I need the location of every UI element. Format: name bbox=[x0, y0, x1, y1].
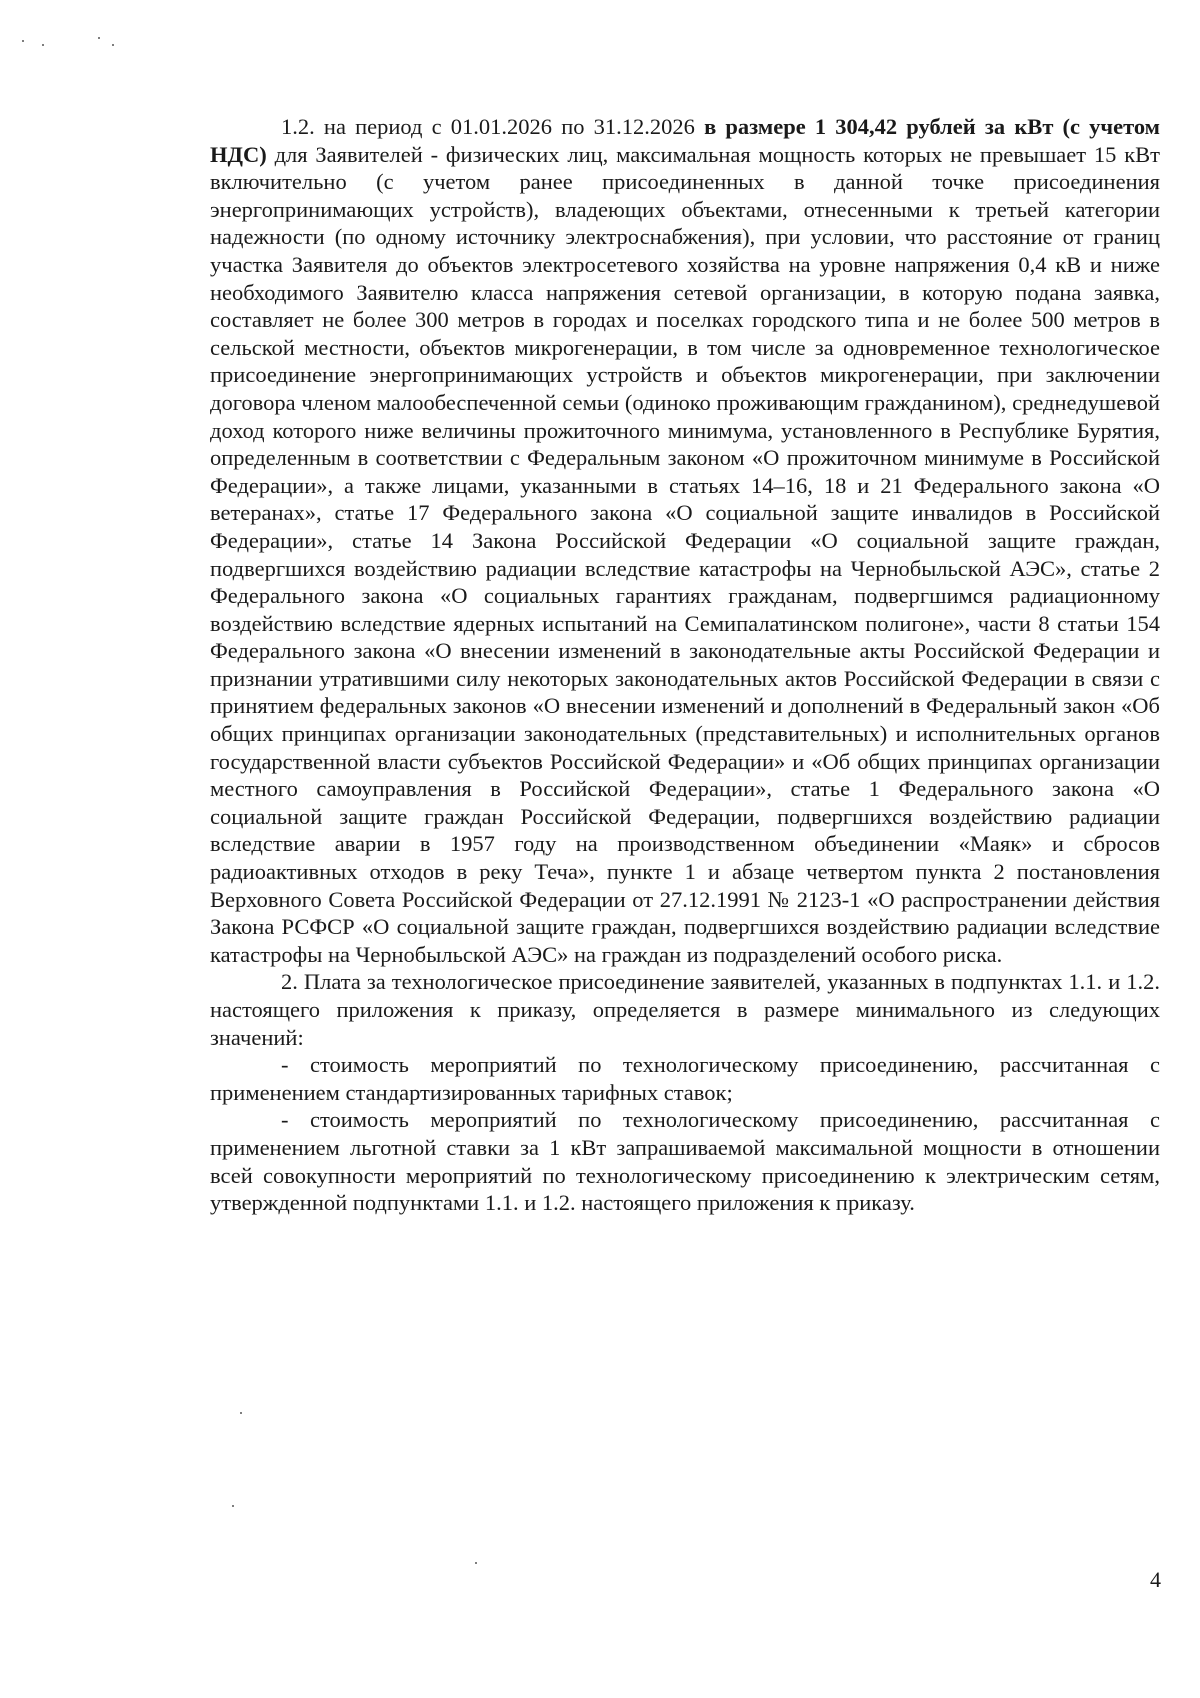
scan-speck bbox=[475, 1562, 477, 1564]
scan-speck bbox=[232, 1505, 234, 1507]
scan-speck bbox=[240, 1412, 242, 1414]
scan-speck bbox=[22, 40, 24, 42]
paragraph-1-2-lead: 1.2. на период с 01.01.2026 по 31.12.2026 bbox=[281, 114, 695, 139]
page-number: 4 bbox=[1150, 1567, 1161, 1592]
scan-speck bbox=[42, 44, 44, 46]
document-body bbox=[210, 113, 1160, 1217]
list-item-preferential-rate: - стоимость мероприятий по технологическому присоединению, рассчитанная с применением льготной ставки за 1 кВт запрашиваемой максимальной мощности в отношении всей совокупности мероприятий по технологическому присоединению к электрическим сетям, утвержденной подпунктами 1.1. и 1.2. настоящего приложения к приказу. bbox=[210, 1107, 1160, 1216]
scan-speck bbox=[98, 37, 100, 39]
paragraph-1-2 bbox=[210, 113, 1160, 968]
tariff-rate: в размере 1 304,42 рублей за кВт (с учетом НДС) bbox=[210, 114, 1161, 167]
list-item-standard-rates: - стоимость мероприятий по технологическому присоединению, рассчитанная с применением стандартизированных тарифных ставок; bbox=[210, 1052, 1160, 1105]
paragraph-1-2-text: для Заявителей - физических лиц, максимальная мощность которых не превышает 15 кВт включительно (с учетом ранее присоединенных в данной точке присоединения энергопринимающих устройств), владеющих объектами, отнесенными к третьей категории надежности (по одному источнику электроснабжения), при условии, что расстояние от границ участка Заявителя до объектов электросетевого хозяйства на уровне напряжения 0,4 кВ и ниже необходимого Заявителю класса напряжения сетевой организации, в которую подана заявка, составляет не более 300 метров в городах и поселках городского типа и не более 500 метров в сельской местности, объектов микрогенерации, в том числе за одновременное технологическое присоединение энергопринимающих устройств и объектов микрогенерации, при заключении договора членом малообеспеченной семьи (одиноко проживающим гражданином), среднедушевой доход которого ниже величины прожиточного минимума, установленного в Республике Бурятия, определенным в соответствии с Федеральным законом «О прожиточном минимуме в Российской Федерации», а также лицами, указанными в статьях 14–16, 18 и 21 Федерального закона «О ветеранах», статье 17 Федерального закона «О социальной защите инвалидов в Российской Федерации», статье 14 Закона Российской Федерации «О социальной защите граждан, подвергшихся воздействию радиации вследствие катастрофы на Чернобыльской АЭС», статье 2 Федерального закона «О социальных гарантиях гражданам, подвергшимся радиационному воздействию вследствие ядерных испытаний на Семипалатинском полигоне», части 8 статьи 154 Федерального закона «О внесении изменений в законодательные акты Российской Федерации и признании утратившими силу некоторых законодательных актов Российской Федерации в связи с принятием федеральных законов «О внесении изменений и дополнений в Федеральный закон «Об общих принципах организации законодательных (представительных) и исполнительных органов государственной власти субъектов Российской Федерации» и «Об общих принципах организации местного самоуправления в Российской Федерации», статье 1 Федерального закона «О социальной защите граждан Российской Федерации, подвергшихся воздействию радиации вследствие аварии в 1957 году на производственном объединении «Маяк» и сбросов радиоактивных отходов в реку Теча», пункте 1 и абзаце четвертом пункта 2 постановления Верховного Совета Российской Федерации от 27.12.1991 № 2123-1 «О распространении действия Закона РСФСР «О социальной защите граждан, подвергшихся воздействию радиации вследствие катастрофы на Чернобыльской АЭС» на граждан из подразделений особого риска. bbox=[210, 141, 1160, 967]
scan-speck bbox=[112, 44, 114, 46]
paragraph-2: 2. Плата за технологическое присоединение заявителей, указанных в подпунктах 1.1. и 1.2. настоящего приложения к приказу, определяется в размере минимального из следующих значений: bbox=[210, 969, 1160, 1050]
